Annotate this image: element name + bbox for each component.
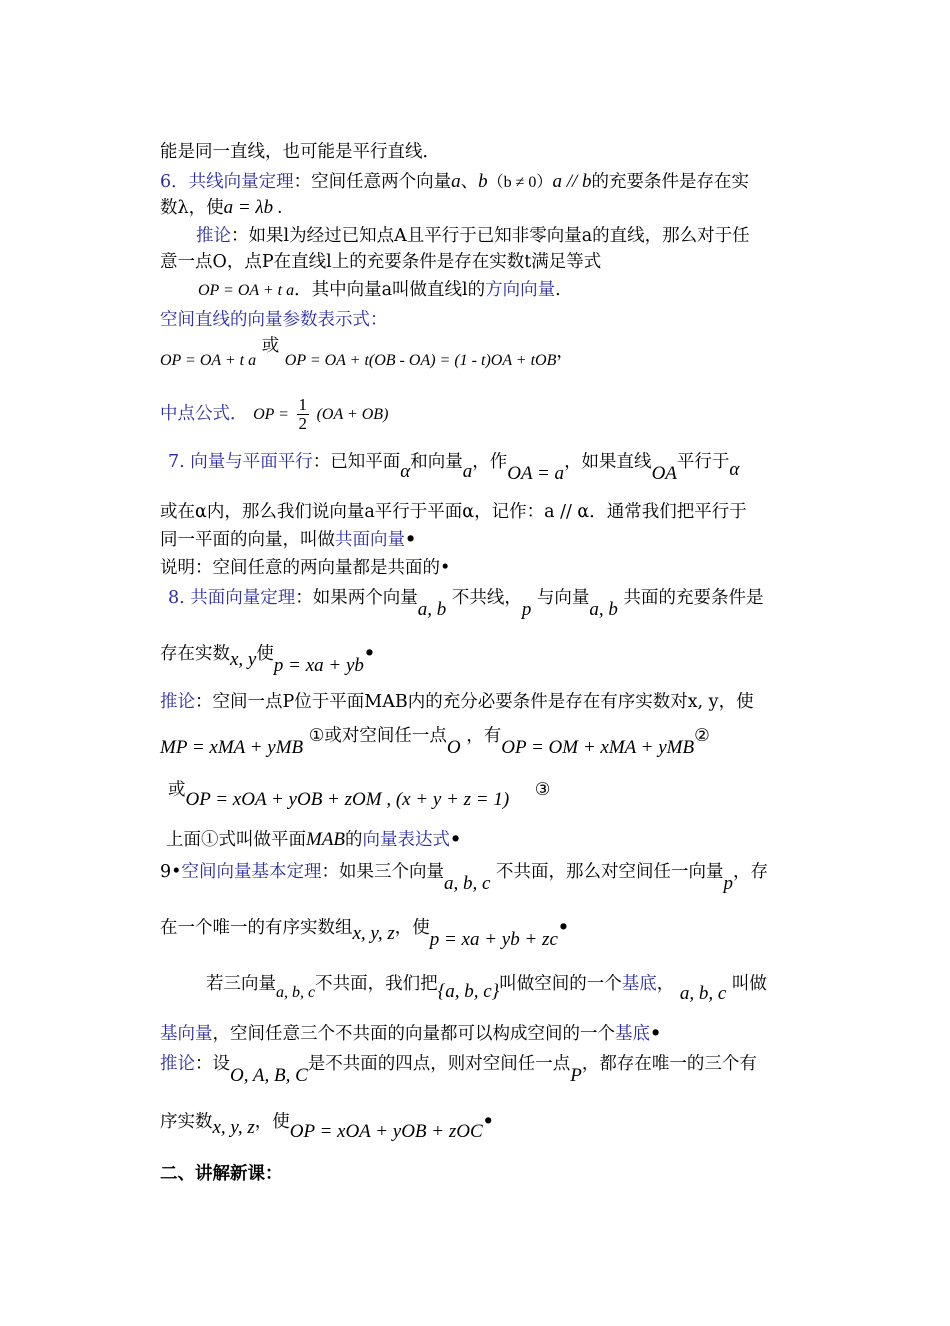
text: 的: [345, 830, 363, 850]
text: 平行于: [676, 452, 730, 472]
text-line: [160, 642, 376, 676]
formula-line: [198, 278, 561, 303]
text: ：如果三个向量: [321, 862, 444, 882]
text: 序实数: [160, 1112, 213, 1132]
text: 数λ，使: [160, 198, 224, 218]
text: ：如果两个向量: [295, 588, 418, 608]
formula-line: [168, 778, 551, 810]
term: 向量表达式: [362, 830, 451, 850]
text: ：空间一点P位于平面MAB内的充分必要条件是存在有序实数对x, y，使: [195, 692, 754, 712]
formula: MP = xMA + yMB: [160, 737, 304, 758]
text: 叫做: [731, 974, 767, 994]
formula: OP = xOA + yOB + zOM , (x + y + z = 1): [185, 789, 510, 810]
text-line: [160, 1110, 494, 1142]
term: 基底: [615, 1024, 650, 1044]
corollary-title: 推论: [160, 1054, 195, 1074]
math: OA: [651, 463, 677, 484]
formula: OP = OA + t a: [198, 282, 295, 299]
text: ，使: [254, 1112, 290, 1132]
text: 上面①式叫做平面: [166, 830, 306, 850]
math: x, y, z: [352, 923, 395, 944]
section-7: [168, 450, 740, 484]
text: ，存: [732, 862, 768, 882]
section-8: [168, 586, 764, 620]
formula: OP = OA + t(OB - OA) = (1 - t)OA + tOB: [284, 352, 557, 369]
math: p: [723, 873, 733, 894]
corollary-line: [196, 224, 750, 248]
text: 或: [261, 336, 280, 356]
math: a, b, c: [679, 983, 727, 1004]
text-line: 能是同一直线，也可能是平行直线．: [160, 142, 440, 162]
theorem-collinear: [160, 170, 749, 195]
corollary-title: 推论: [160, 692, 195, 712]
text: ：设: [195, 1054, 230, 1074]
term: 基向量: [160, 1024, 213, 1044]
math: a, b: [417, 599, 447, 620]
text: 同一平面的向量，叫做: [160, 530, 335, 550]
text: ，如果直线: [564, 452, 652, 472]
math: OA = a: [507, 463, 565, 484]
math: {a, b, c}: [437, 981, 500, 1002]
denominator: 2: [298, 414, 307, 433]
text: •: [450, 830, 462, 850]
text: ，: [656, 974, 675, 994]
math: p: [521, 599, 532, 620]
formula-line: [160, 336, 574, 369]
text: •: [557, 918, 570, 938]
text: ，有: [466, 726, 502, 746]
text-line: [160, 916, 570, 950]
formula: OP = xOA + yOB + zOC: [289, 1121, 483, 1142]
formula: p = xa + yb: [273, 655, 364, 676]
fraction: [297, 396, 310, 433]
text: ．其中向量a叫做直线l的: [294, 280, 486, 300]
math: a, b, c: [443, 873, 491, 894]
text: 或: [168, 780, 186, 800]
text-line: 或在α内，那么我们说向量a平行于平面α，记作：a // α．通常我们把平行于: [160, 502, 747, 522]
term: 中点公式: [160, 404, 230, 424]
math: x, y: [230, 649, 257, 670]
math: a, b: [589, 599, 618, 620]
text: ．: [230, 404, 248, 424]
math: P: [570, 1065, 582, 1086]
section-title: 空间向量基本定理: [181, 862, 322, 882]
text-line: [160, 196, 283, 220]
formula: (OA + OB): [316, 406, 389, 423]
formula: p = xa + yb + zc: [429, 929, 558, 950]
text: 叫做空间的一个: [499, 974, 622, 994]
text: •: [650, 1024, 662, 1044]
text: 存在实数: [160, 644, 230, 664]
text: ，都存在唯一的三个有: [581, 1054, 757, 1074]
term: 方向向量: [485, 280, 556, 300]
text: 是不共面的四点，则对空间任一点: [307, 1054, 571, 1074]
section-title: 7. 向量与平面平行: [168, 452, 313, 472]
text-line: 意一点O，点P在直线l上的充要条件是存在实数t满足等式: [160, 252, 602, 272]
text: ③: [534, 780, 551, 800]
text: 若三向量: [206, 974, 276, 994]
term: 基底: [621, 974, 657, 994]
math: （b ≠ 0）: [487, 174, 553, 191]
formula: OP =: [253, 406, 289, 423]
text: 的充要条件是存在实: [591, 172, 749, 192]
corollary-line: [160, 690, 754, 714]
text: 与向量: [536, 588, 590, 608]
math: α: [729, 459, 740, 480]
section-title: 8. 共面向量定理: [168, 588, 296, 608]
formula-line: [160, 724, 710, 758]
section-number: 9•: [160, 862, 182, 882]
section-9: [160, 860, 768, 894]
text: ：如果l为经过已知点A且平行于已知非零向量a的直线，那么对于任: [231, 226, 750, 246]
math: x, y, z: [212, 1117, 255, 1138]
text: ，作: [472, 452, 508, 472]
text: ②: [694, 726, 710, 746]
math: a: [462, 461, 473, 482]
text: ，使: [394, 918, 430, 938]
text-line: [206, 972, 767, 1004]
math: O: [446, 737, 461, 758]
text: ：空间任意两个向量: [293, 172, 452, 192]
text: •: [482, 1112, 494, 1132]
math: O, A, B, C: [230, 1065, 308, 1086]
section-heading: 空间直线的向量参数表示式：: [160, 310, 388, 330]
corollary-line: [160, 1052, 757, 1086]
math: a: [451, 171, 461, 192]
numerator: 1: [298, 395, 307, 414]
text-line: [160, 1022, 661, 1046]
math: a // b: [552, 171, 592, 192]
text: ，: [556, 342, 574, 362]
text: •: [405, 530, 417, 550]
text: ①或对空间任一点: [308, 726, 447, 746]
text: 不共线，: [451, 588, 522, 608]
text-line: [166, 828, 461, 852]
text: 在一个唯一的有序实数组: [160, 918, 353, 938]
formula: OP = OM + xMA + yMB: [501, 737, 695, 758]
math: a = λb .: [223, 197, 283, 218]
section-heading: 二、讲解新课：: [160, 1164, 283, 1184]
text: 共面的充要条件是: [623, 588, 764, 608]
text-line: 说明：空间任意的两向量都是共面的•: [160, 558, 451, 578]
text: ：已知平面: [312, 452, 401, 472]
text: 使: [256, 644, 274, 664]
theorem-number: 6．: [160, 172, 189, 192]
corollary-title: 推论: [196, 226, 231, 246]
text-line: [160, 528, 416, 552]
text: 不共面，那么对空间任一向量: [495, 862, 724, 882]
text: .: [555, 280, 561, 300]
text: ，空间任意三个不共面的向量都可以构成空间的一个: [212, 1024, 615, 1044]
text: 和向量: [410, 452, 463, 472]
theorem-title: 共线向量定理: [188, 172, 294, 192]
midpoint-formula: [160, 396, 388, 433]
text: 、: [460, 172, 479, 192]
math: a, b, c: [276, 984, 316, 1001]
math: b: [478, 171, 488, 192]
math: MAB: [306, 829, 346, 850]
text: •: [363, 644, 376, 664]
text: 不共面，我们把: [315, 974, 438, 994]
formula: OP = OA + t a: [160, 352, 257, 369]
term: 共面向量: [335, 530, 405, 550]
math: α: [400, 461, 411, 482]
